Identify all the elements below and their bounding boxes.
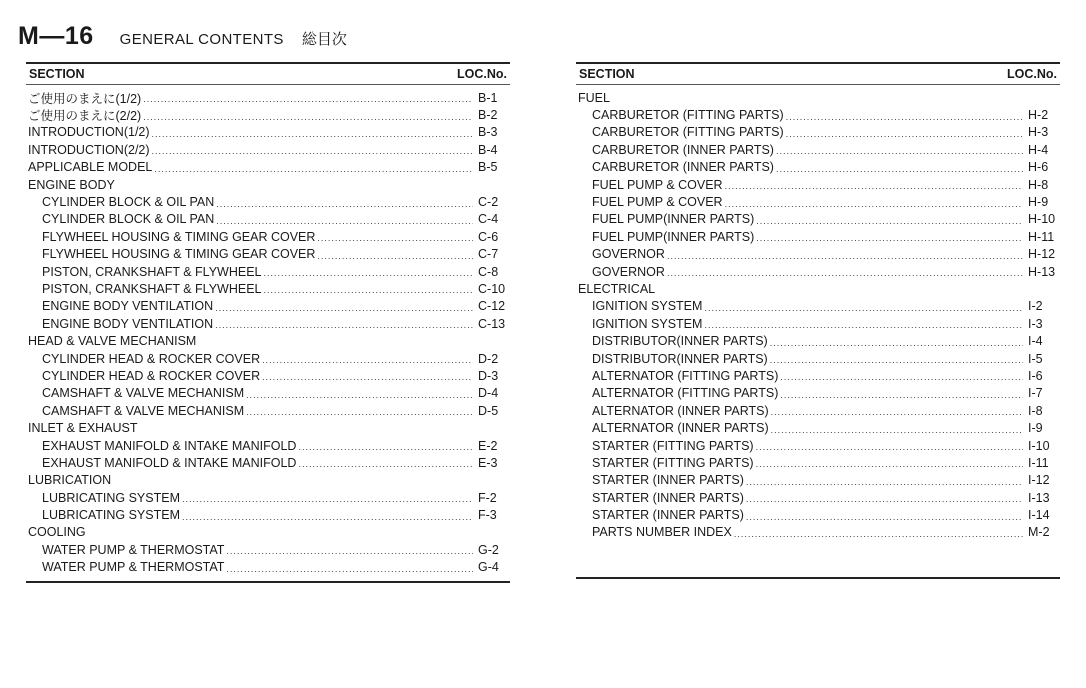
- dot-leader: [756, 460, 1023, 469]
- contents-entry-row: [576, 211, 1060, 228]
- loc-number: I-13: [1028, 490, 1050, 505]
- entry-label: FUEL PUMP(INNER PARTS): [592, 229, 755, 244]
- contents-entry-row: [26, 280, 510, 297]
- column-bottom-rule: [26, 581, 510, 583]
- entry-label: IGNITION SYSTEM: [592, 299, 703, 314]
- entry-label: EXHAUST MANIFOLD & INTAKE MANIFOLD: [42, 455, 297, 470]
- contents-list: [26, 89, 510, 576]
- dot-leader: [780, 391, 1023, 400]
- contents-entry-row: [26, 454, 510, 471]
- dot-leader: [756, 217, 1023, 226]
- loc-number: C-8: [478, 264, 499, 279]
- entry-label: EXHAUST MANIFOLD & INTAKE MANIFOLD: [42, 438, 297, 453]
- dot-leader: [704, 321, 1023, 330]
- contents-entry-row: [576, 489, 1060, 506]
- page-code: M—16: [18, 22, 94, 50]
- entry-label: ご使用のまえに(1/2): [28, 91, 142, 106]
- contents-entry-row: [576, 193, 1060, 210]
- contents-entry-row: [26, 246, 510, 263]
- entry-label: CARBURETOR (FITTING PARTS): [592, 125, 784, 140]
- entry-label: CYLINDER BLOCK & OIL PAN: [42, 212, 215, 227]
- entry-label: INTRODUCTION(2/2): [28, 142, 150, 157]
- dot-leader: [770, 356, 1023, 365]
- entry-label: FUEL PUMP & COVER: [592, 177, 723, 192]
- dot-leader: [264, 269, 474, 278]
- contents-entry-row: [576, 367, 1060, 384]
- entry-label: HEAD & VALVE MECHANISM: [28, 334, 197, 349]
- entry-label: LUBRICATING SYSTEM: [42, 508, 180, 523]
- dot-leader: [154, 165, 473, 174]
- entry-label: DISTRIBUTOR(INNER PARTS): [592, 334, 768, 349]
- contents-entry-row: [576, 402, 1060, 419]
- loc-number: C-13: [478, 316, 506, 331]
- page-header: [18, 22, 347, 56]
- entry-label: CAMSHAFT & VALVE MECHANISM: [42, 386, 245, 401]
- entry-label: COOLING: [28, 525, 86, 540]
- dot-leader: [226, 547, 473, 556]
- loc-number: H-13: [1028, 264, 1056, 279]
- loc-number: D-2: [478, 351, 499, 366]
- dot-leader: [216, 200, 473, 209]
- dot-leader: [182, 513, 473, 522]
- dot-leader: [776, 165, 1023, 174]
- dot-leader: [786, 130, 1023, 139]
- entry-label: CYLINDER HEAD & ROCKER COVER: [42, 351, 261, 366]
- loc-number: H-3: [1028, 125, 1049, 140]
- contents-list: [576, 89, 1060, 541]
- dot-leader: [246, 391, 473, 400]
- entry-label: FUEL PUMP(INNER PARTS): [592, 212, 755, 227]
- loc-number: C-12: [478, 299, 506, 314]
- contents-entry-row: [26, 228, 510, 245]
- entry-label: GOVERNOR: [592, 264, 665, 279]
- contents-entry-row: [26, 298, 510, 315]
- loc-number: I-5: [1028, 351, 1043, 366]
- dot-leader: [215, 321, 473, 330]
- entry-label: FUEL PUMP & COVER: [592, 195, 723, 210]
- loc-number: H-4: [1028, 142, 1049, 157]
- contents-entry-row: [576, 106, 1060, 123]
- dot-leader: [756, 443, 1023, 452]
- contents-entry-row: [26, 437, 510, 454]
- dot-leader: [298, 460, 473, 469]
- contents-entry-row: [26, 385, 510, 402]
- entry-label: INTRODUCTION(1/2): [28, 125, 150, 140]
- dot-leader: [317, 234, 473, 243]
- contents-entry-row: [576, 176, 1060, 193]
- dot-leader: [771, 426, 1023, 435]
- loc-number: I-2: [1028, 299, 1043, 314]
- entry-label: LUBRICATING SYSTEM: [42, 490, 180, 505]
- loc-number: F-3: [478, 508, 497, 523]
- section-group-row: [26, 89, 510, 106]
- dot-leader: [264, 286, 474, 295]
- dot-leader: [725, 182, 1023, 191]
- dot-leader: [771, 408, 1023, 417]
- contents-column-right: [576, 62, 1060, 579]
- loc-number: H-12: [1028, 247, 1056, 262]
- loc-number: I-14: [1028, 508, 1050, 523]
- contents-entry-row: [576, 350, 1060, 367]
- contents-entry-row: [26, 489, 510, 506]
- contents-entry-row: [576, 315, 1060, 332]
- dot-leader: [667, 252, 1023, 261]
- loc-number: M-2: [1028, 525, 1050, 540]
- loc-number: I-8: [1028, 403, 1043, 418]
- entry-label: STARTER (INNER PARTS): [592, 508, 744, 523]
- contents-entry-row: [576, 419, 1060, 436]
- entry-label: STARTER (INNER PARTS): [592, 490, 744, 505]
- loc-number: H-9: [1028, 195, 1049, 210]
- loc-number: G-2: [478, 542, 499, 557]
- entry-label: FLYWHEEL HOUSING & TIMING GEAR COVER: [42, 247, 316, 262]
- loc-number: B-5: [478, 160, 498, 175]
- section-group-row: [26, 141, 510, 158]
- dot-leader: [770, 339, 1023, 348]
- contents-column-left: [26, 62, 510, 583]
- section-group-row: [26, 524, 510, 541]
- dot-leader: [667, 269, 1023, 278]
- entry-label: ALTERNATOR (FITTING PARTS): [592, 368, 779, 383]
- loc-number: I-6: [1028, 368, 1043, 383]
- entry-label: ALTERNATOR (INNER PARTS): [592, 403, 769, 418]
- loc-number: I-7: [1028, 386, 1043, 401]
- loc-number: C-7: [478, 247, 499, 262]
- dot-leader: [298, 443, 473, 452]
- contents-entry-row: [576, 159, 1060, 176]
- contents-entry-row: [26, 263, 510, 280]
- loc-number: C-10: [478, 281, 506, 296]
- loc-number: I-10: [1028, 438, 1050, 453]
- column-header: [26, 62, 510, 85]
- entry-label: WATER PUMP & THERMOSTAT: [42, 542, 225, 557]
- dot-leader: [725, 200, 1023, 209]
- entry-label: WATER PUMP & THERMOSTAT: [42, 560, 225, 575]
- loc-number: H-10: [1028, 212, 1056, 227]
- contents-entry-row: [576, 263, 1060, 280]
- entry-label: PISTON, CRANKSHAFT & FLYWHEEL: [42, 281, 262, 296]
- loc-number: F-2: [478, 490, 497, 505]
- section-heading: SECTION: [29, 67, 85, 81]
- loc-number: E-2: [478, 438, 498, 453]
- entry-label: STARTER (FITTING PARTS): [592, 438, 754, 453]
- loc-number: I-9: [1028, 421, 1043, 436]
- loc-number: C-2: [478, 195, 499, 210]
- section-group-row: [26, 176, 510, 193]
- section-group-row: [576, 280, 1060, 297]
- contents-entry-row: [576, 246, 1060, 263]
- contents-entry-row: [576, 332, 1060, 349]
- entry-label: DISTRIBUTOR(INNER PARTS): [592, 351, 768, 366]
- entry-label: STARTER (INNER PARTS): [592, 473, 744, 488]
- entry-label: ご使用のまえに(2/2): [28, 109, 142, 124]
- loc-number: D-5: [478, 403, 499, 418]
- contents-entry-row: [26, 367, 510, 384]
- entry-label: CAMSHAFT & VALVE MECHANISM: [42, 403, 245, 418]
- contents-entry-row: [26, 559, 510, 576]
- entry-label: ELECTRICAL: [578, 281, 656, 296]
- section-group-row: [26, 106, 510, 123]
- section-group-row: [26, 332, 510, 349]
- dot-leader: [215, 304, 473, 313]
- dot-leader: [182, 495, 473, 504]
- entry-label: FLYWHEEL HOUSING & TIMING GEAR COVER: [42, 229, 316, 244]
- contents-entry-row: [576, 472, 1060, 489]
- loc-number: G-4: [478, 560, 499, 575]
- entry-label: CYLINDER BLOCK & OIL PAN: [42, 195, 215, 210]
- entry-label: PARTS NUMBER INDEX: [592, 525, 732, 540]
- document-title: GENERAL CONTENTS: [119, 31, 284, 48]
- contents-entry-row: [576, 298, 1060, 315]
- dot-leader: [734, 530, 1023, 539]
- dot-leader: [776, 147, 1023, 156]
- contents-entry-row: [576, 524, 1060, 541]
- dot-leader: [143, 113, 473, 122]
- contents-entry-row: [576, 385, 1060, 402]
- dot-leader: [780, 373, 1023, 382]
- entry-label: LUBRICATION: [28, 473, 112, 488]
- entry-label: IGNITION SYSTEM: [592, 316, 703, 331]
- loc-number: H-6: [1028, 160, 1049, 175]
- entry-label: CARBURETOR (INNER PARTS): [592, 160, 774, 175]
- entry-label: CARBURETOR (FITTING PARTS): [592, 108, 784, 123]
- contents-entry-row: [26, 193, 510, 210]
- contents-entry-row: [26, 402, 510, 419]
- loc-number: H-8: [1028, 177, 1049, 192]
- section-group-row: [26, 124, 510, 141]
- loc-number: C-6: [478, 229, 499, 244]
- dot-leader: [746, 495, 1023, 504]
- section-group-row: [26, 419, 510, 436]
- entry-label: FUEL: [578, 90, 610, 105]
- dot-leader: [143, 95, 473, 104]
- contents-entry-row: [26, 211, 510, 228]
- contents-entry-row: [26, 541, 510, 558]
- loc-number: I-4: [1028, 334, 1043, 349]
- loc-no-heading: LOC.No.: [1007, 67, 1057, 81]
- loc-number: I-3: [1028, 316, 1043, 331]
- dot-leader: [704, 304, 1023, 313]
- contents-entry-row: [576, 228, 1060, 245]
- loc-no-heading: LOC.No.: [457, 67, 507, 81]
- loc-number: E-3: [478, 455, 498, 470]
- entry-label: ENGINE BODY VENTILATION: [42, 299, 214, 314]
- entry-label: ALTERNATOR (FITTING PARTS): [592, 386, 779, 401]
- dot-leader: [262, 373, 473, 382]
- dot-leader: [756, 234, 1023, 243]
- entry-label: ALTERNATOR (INNER PARTS): [592, 421, 769, 436]
- column-header: [576, 62, 1060, 85]
- loc-number: H-11: [1028, 229, 1055, 244]
- dot-leader: [246, 408, 473, 417]
- loc-number: D-4: [478, 386, 499, 401]
- entry-label: GOVERNOR: [592, 247, 665, 262]
- loc-number: B-1: [478, 90, 498, 105]
- contents-entry-row: [26, 315, 510, 332]
- dot-leader: [262, 356, 473, 365]
- entry-label: PISTON, CRANKSHAFT & FLYWHEEL: [42, 264, 262, 279]
- entry-label: ENGINE BODY: [28, 177, 115, 192]
- entry-label: ENGINE BODY VENTILATION: [42, 316, 214, 331]
- dot-leader: [152, 147, 473, 156]
- entry-label: CARBURETOR (INNER PARTS): [592, 142, 774, 157]
- loc-number: H-2: [1028, 108, 1049, 123]
- loc-number: C-4: [478, 212, 499, 227]
- loc-number: I-12: [1028, 473, 1050, 488]
- section-group-row: [576, 89, 1060, 106]
- section-heading: SECTION: [579, 67, 635, 81]
- loc-number: B-4: [478, 142, 498, 157]
- section-group-row: [26, 472, 510, 489]
- dot-leader: [226, 565, 473, 574]
- contents-entry-row: [576, 437, 1060, 454]
- entry-label: INLET & EXHAUST: [28, 421, 138, 436]
- dot-leader: [317, 252, 473, 261]
- column-bottom-rule: [576, 577, 1060, 579]
- loc-number: I-11: [1028, 455, 1049, 470]
- dot-leader: [216, 217, 473, 226]
- dot-leader: [746, 478, 1023, 487]
- dot-leader: [746, 513, 1023, 522]
- dot-leader: [786, 113, 1023, 122]
- entry-label: APPLICABLE MODEL: [28, 160, 153, 175]
- entry-label: CYLINDER HEAD & ROCKER COVER: [42, 368, 261, 383]
- contents-entry-row: [576, 124, 1060, 141]
- loc-number: D-3: [478, 368, 499, 383]
- contents-entry-row: [26, 506, 510, 523]
- contents-entry-row: [576, 506, 1060, 523]
- loc-number: B-2: [478, 108, 498, 123]
- document-title-japanese: 総目次: [301, 31, 347, 48]
- contents-entry-row: [576, 454, 1060, 471]
- dot-leader: [152, 130, 473, 139]
- contents-entry-row: [576, 141, 1060, 158]
- contents-entry-row: [26, 350, 510, 367]
- section-group-row: [26, 159, 510, 176]
- entry-label: STARTER (FITTING PARTS): [592, 455, 754, 470]
- loc-number: B-3: [478, 125, 498, 140]
